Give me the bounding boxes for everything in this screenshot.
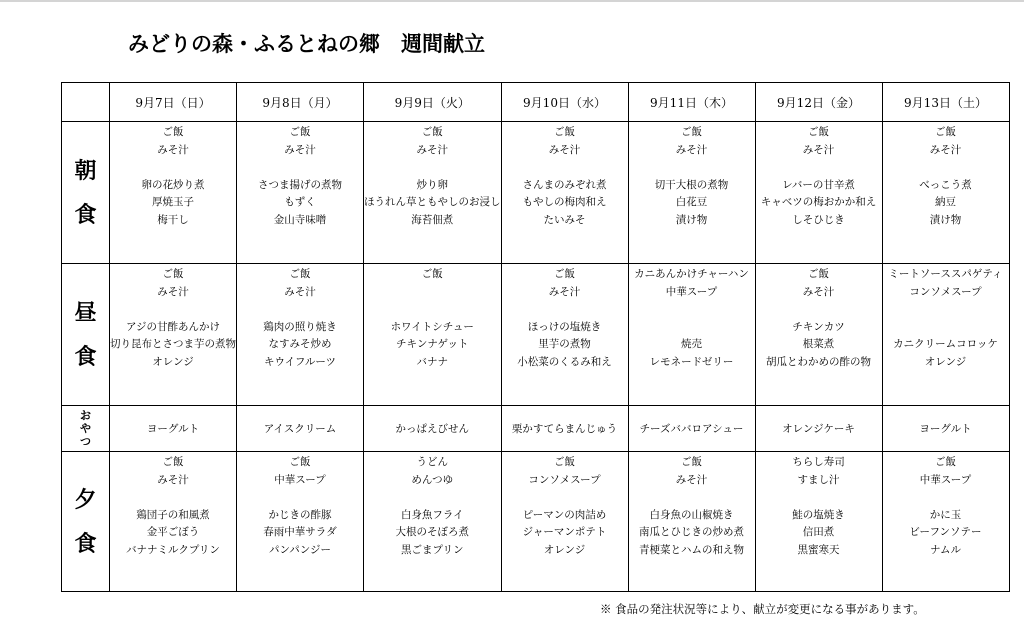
menu-item: みそ汁 (675, 143, 708, 156)
menu-item (629, 319, 755, 337)
menu-item: 白身魚の山椒焼き (649, 508, 734, 521)
menu-item: ご飯 (554, 268, 575, 280)
dinner-cell (110, 452, 237, 592)
menu-item: かに玉 (929, 508, 962, 521)
menu-item: ご飯 (935, 456, 956, 468)
menu-item: コンソメスープ (909, 285, 982, 298)
menu-item: カニクリームコロッケ (893, 338, 998, 351)
breakfast-cell (364, 122, 502, 264)
menu-item: もやしの梅肉和え (522, 196, 607, 209)
menu-item (237, 301, 363, 319)
menu-item: ビーフンソテー (909, 526, 982, 539)
lunch-cell (501, 264, 628, 406)
menu-item: ご飯 (162, 126, 184, 138)
menu-item: ご飯 (808, 268, 829, 280)
menu-item (883, 301, 1009, 319)
menu-item: 黒蜜寒天 (797, 543, 840, 556)
menu-item: 中華スープ (274, 473, 326, 486)
menu-item: みそ汁 (548, 143, 581, 156)
menu-item: ナムル (930, 543, 961, 556)
menu-item: ちらし寿司 (792, 456, 845, 468)
menu-item: さつま揚げの煮物 (258, 178, 342, 191)
menu-item: レモネードゼリー (649, 355, 734, 368)
menu-item: ほっけの塩焼き (527, 320, 602, 333)
menu-item: すまし汁 (797, 473, 840, 486)
menu-item: 春雨中華サラダ (263, 526, 337, 539)
menu-item: うどん (416, 456, 448, 468)
menu-item: 大根のそぼろ煮 (395, 526, 469, 539)
menu-item: バナナ (416, 355, 448, 368)
menu-item: ご飯 (808, 126, 829, 138)
menu-item: 焼売 (681, 338, 702, 351)
menu-item (629, 489, 755, 507)
menu-item: べっこう煮 (919, 178, 972, 191)
menu-item: オレンジ (924, 355, 967, 368)
lunch-cell (237, 264, 364, 406)
menu-item: みそ汁 (548, 285, 581, 298)
lunch-label (62, 264, 110, 406)
menu-item: ご飯 (935, 126, 956, 138)
menu-item: ほうれん草ともやしのお浸し (364, 196, 501, 209)
menu-item: 中華スープ (665, 285, 718, 298)
menu-item: 海苔佃煮 (411, 213, 454, 226)
breakfast-cell (628, 122, 755, 264)
menu-item (237, 159, 363, 177)
day-header: 9月11日（木） (628, 83, 755, 122)
menu-item (364, 489, 501, 507)
day-header: 9月10日（水） (501, 83, 628, 122)
page-title: みどりの森・ふるとねの郷 週間献立 (128, 31, 485, 56)
menu-item (883, 159, 1009, 177)
menu-item: ご飯 (289, 456, 311, 468)
dinner-cell (882, 452, 1009, 592)
menu-item (110, 489, 236, 507)
snack-cell: アイスクリーム (237, 406, 364, 452)
menu-item: レバーの甘辛煮 (782, 178, 855, 191)
label-char: 昼 (74, 299, 97, 326)
menu-item: たいみそ (543, 213, 586, 226)
day-header: 9月7日（日） (110, 83, 237, 122)
menu-item (756, 159, 882, 177)
label-char: 食 (74, 201, 97, 228)
menu-item (364, 284, 501, 302)
menu-item: 納豆 (935, 196, 956, 209)
menu-item: 切干大根の煮物 (654, 178, 729, 191)
menu-item: ご飯 (681, 456, 702, 468)
breakfast-row (62, 122, 1010, 264)
menu-item: みそ汁 (157, 285, 189, 298)
menu-item: みそ汁 (929, 143, 962, 156)
day-header: 9月13日（土） (882, 83, 1009, 122)
breakfast-cell (882, 122, 1009, 264)
menu-item: チキンナゲット (395, 338, 469, 351)
menu-item: みそ汁 (802, 285, 835, 298)
menu-item: 中華スープ (919, 473, 972, 486)
menu-item: みそ汁 (675, 473, 708, 486)
menu-item: ご飯 (289, 126, 311, 138)
menu-item: 里芋の煮物 (538, 338, 591, 351)
snack-label (62, 406, 110, 452)
menu-item: アジの甘酢あんかけ (125, 320, 221, 333)
label-char: つ (80, 435, 91, 448)
lunch-cell (882, 264, 1009, 406)
menu-item: ご飯 (162, 456, 184, 468)
breakfast-cell (110, 122, 237, 264)
breakfast-cell (501, 122, 628, 264)
menu-item (629, 301, 755, 319)
label-char: 夕 (74, 486, 97, 513)
menu-item (502, 301, 628, 319)
dinner-cell (501, 452, 628, 592)
menu-item: みそ汁 (157, 143, 189, 156)
menu-item: 黒ごまプリン (400, 543, 464, 556)
menu-item: みそ汁 (802, 143, 835, 156)
menu-item (756, 489, 882, 507)
menu-item: 漬け物 (675, 213, 708, 226)
menu-item: なすみそ炒め (268, 338, 332, 351)
snack-cell: ヨーグルト (882, 406, 1009, 452)
menu-item (502, 489, 628, 507)
menu-item (364, 159, 501, 177)
menu-item: 白身魚フライ (400, 508, 464, 521)
label-char: お (80, 409, 91, 422)
menu-item: 白花豆 (675, 196, 708, 209)
menu-item: ご飯 (421, 126, 443, 138)
menu-item: カニあんかけチャーハン (634, 268, 749, 280)
menu-item: もずく (284, 196, 316, 209)
menu-item: さんまのみぞれ煮 (522, 178, 607, 191)
menu-item: 梅干し (157, 213, 189, 226)
snack-row (62, 406, 1010, 452)
dinner-label (62, 452, 110, 592)
menu-item: 鶏団子の和風煮 (136, 508, 210, 521)
breakfast-label (62, 122, 110, 264)
breakfast-cell (755, 122, 882, 264)
dinner-cell (755, 452, 882, 592)
snack-cell: チーズババロアシュー (628, 406, 755, 452)
header-row (62, 83, 1010, 122)
menu-item: ミートソーススパゲティ (888, 268, 1003, 280)
menu-item: オレンジ (152, 355, 194, 368)
menu-item: みそ汁 (284, 143, 316, 156)
menu-item: 鮭の塩焼き (792, 508, 845, 521)
menu-item: かじきの酢豚 (268, 508, 332, 521)
menu-item (629, 159, 755, 177)
menu-item: コンソメスープ (528, 473, 601, 486)
menu-item: みそ汁 (284, 285, 316, 298)
menu-item: ピーマンの肉詰め (522, 508, 607, 521)
menu-item: オレンジ (543, 543, 586, 556)
label-char: 朝 (74, 157, 97, 184)
dinner-cell (628, 452, 755, 592)
dinner-cell (237, 452, 364, 592)
day-header: 9月9日（火） (364, 83, 502, 122)
menu-item: めんつゆ (411, 473, 454, 486)
snack-cell: オレンジケーキ (755, 406, 882, 452)
snack-cell: かっぱえびせん (364, 406, 502, 452)
menu-item: ご飯 (554, 126, 575, 138)
dinner-row (62, 452, 1010, 592)
label-char: 食 (74, 530, 97, 557)
menu-item (110, 301, 236, 319)
snack-cell: ヨーグルト (110, 406, 237, 452)
menu-item: チキンカツ (792, 320, 845, 333)
lunch-cell (628, 264, 755, 406)
menu-item: 根菜煮 (802, 338, 835, 351)
snack-cell: 栗かすてらまんじゅう (501, 406, 628, 452)
dinner-cell (364, 452, 502, 592)
menu-item: ご飯 (681, 126, 702, 138)
menu-item: しそひじき (792, 213, 845, 226)
menu-item: ご飯 (554, 456, 575, 468)
lunch-cell (364, 264, 502, 406)
menu-item: 胡瓜とわかめの酢の物 (766, 355, 871, 368)
lunch-row (62, 264, 1010, 406)
menu-item: みそ汁 (157, 473, 189, 486)
breakfast-cell (237, 122, 364, 264)
menu-item: 卵の花炒り煮 (141, 178, 205, 191)
menu-item (756, 301, 882, 319)
menu-item: 切り昆布とさつま芋の煮物 (110, 338, 236, 351)
menu-item: ご飯 (289, 268, 311, 280)
menu-item: ジャーマンポテト (522, 526, 607, 539)
menu-item (883, 319, 1009, 337)
menu-item: キャベツの梅おかか和え (760, 196, 877, 209)
day-header: 9月8日（月） (237, 83, 364, 122)
menu-item: 鶏肉の照り焼き (263, 320, 337, 333)
lunch-cell (755, 264, 882, 406)
menu-item (364, 301, 501, 319)
menu-item (110, 159, 236, 177)
weekly-menu-table (61, 82, 1010, 592)
menu-item: みそ汁 (416, 143, 448, 156)
menu-item: 南瓜とひじきの炒め煮 (639, 526, 744, 539)
menu-item: 炒り卵 (416, 178, 448, 191)
menu-item: ご飯 (162, 268, 184, 280)
menu-item: 厚焼玉子 (152, 196, 194, 209)
menu-item: 金平ごぼう (146, 526, 200, 539)
menu-item: パンパンジー (268, 543, 331, 556)
menu-item (502, 159, 628, 177)
menu-item: バナナミルクプリン (126, 543, 220, 556)
menu-item: キウイフルーツ (263, 355, 337, 368)
menu-item: 青梗菜とハムの和え物 (639, 543, 744, 556)
menu-item (883, 489, 1009, 507)
lunch-cell (110, 264, 237, 406)
corner-cell (62, 83, 110, 122)
menu-item: 小松菜のくるみ和え (517, 355, 612, 368)
menu-item: ご飯 (421, 268, 443, 280)
menu-item: 金山寺味噌 (273, 213, 327, 226)
menu-item: 信田煮 (802, 526, 835, 539)
menu-item: 漬け物 (929, 213, 962, 226)
menu-item: ホワイトシチュー (390, 320, 474, 333)
label-char: 食 (74, 343, 97, 370)
label-char: や (80, 422, 91, 435)
day-header: 9月12日（金） (755, 83, 882, 122)
menu-item (237, 489, 363, 507)
top-border (0, 0, 1024, 2)
change-notice: ※ 食品の発注状況等により、献立が変更になる事があります。 (600, 602, 925, 616)
